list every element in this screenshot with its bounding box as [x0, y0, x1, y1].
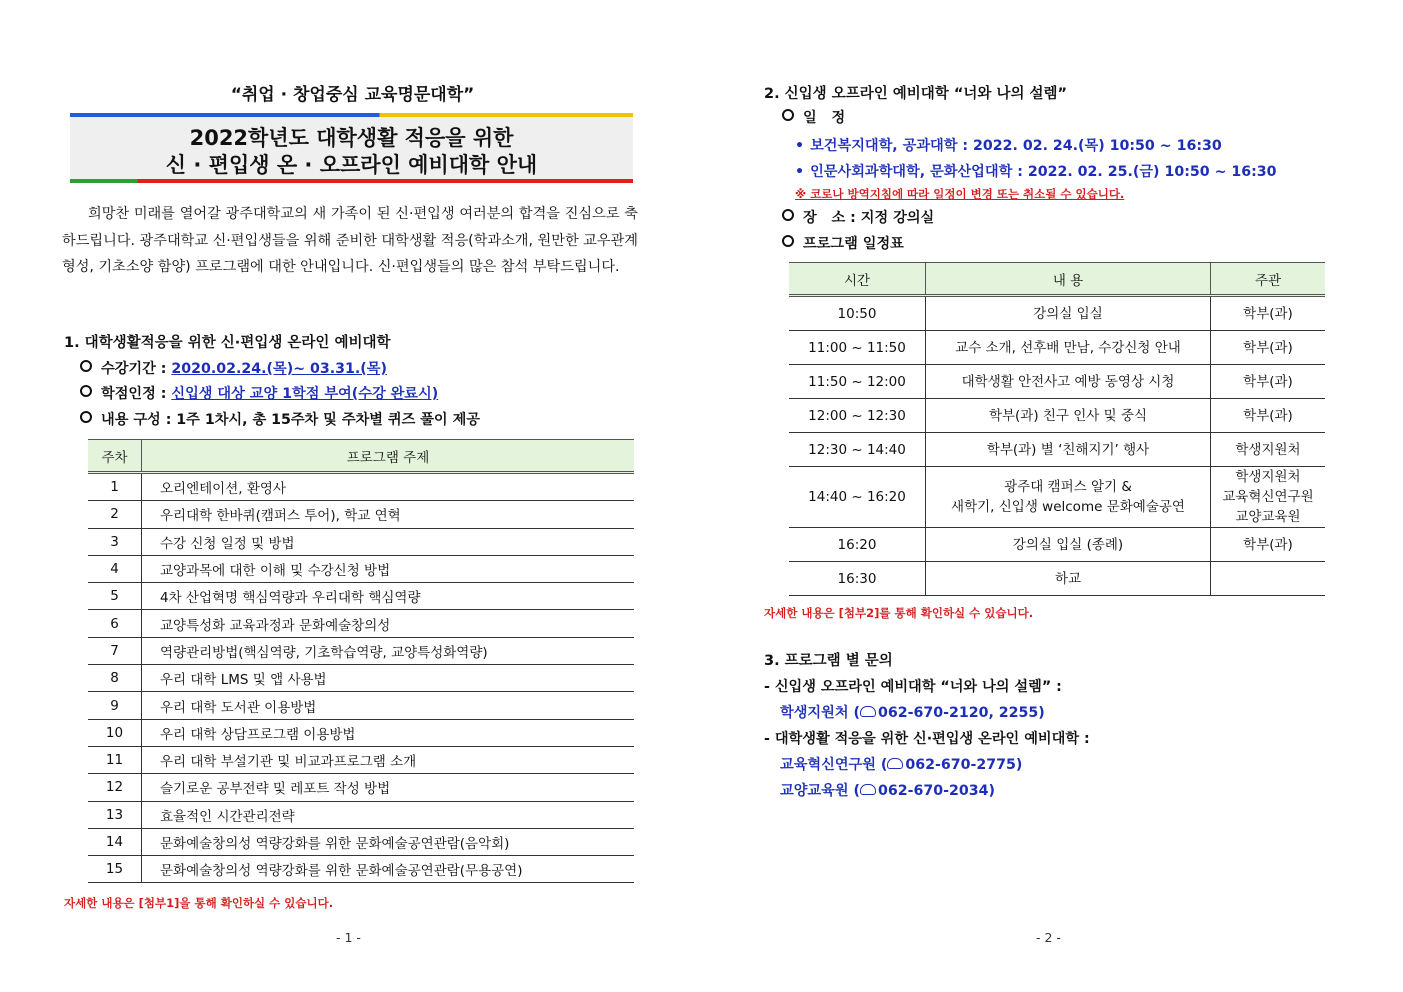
- week-topic: 교양과목에 대한 이해 및 수강신청 방법: [142, 555, 635, 582]
- schedule-content: 하교: [926, 562, 1211, 596]
- week-number: 9: [88, 692, 142, 719]
- slogan: “취업 · 창업중심 교육명문대학”: [230, 85, 475, 105]
- schedule-time: 16:20: [789, 528, 926, 562]
- schedule-time: 12:00 ~ 12:30: [789, 399, 926, 433]
- col-content-header: 내 용: [926, 263, 1211, 296]
- table-row: [789, 296, 1325, 331]
- week-number: 3: [88, 528, 142, 555]
- schedule-label: 일 정: [803, 110, 846, 126]
- schedule-host: 학생지원처 교육혁신연구원 교양교육원: [1211, 467, 1326, 528]
- schedule-item-text: 보건복지대학, 공과대학 : 2022. 02. 24.(목) 10:50 ~ 16:30: [810, 138, 1222, 154]
- ring-bullet-icon: [80, 360, 92, 372]
- phone-icon: [887, 758, 903, 769]
- table-row: [789, 365, 1325, 399]
- schedule-time: 12:30 ~ 14:40: [789, 433, 926, 467]
- section-2-title: 2. 신입생 오프라인 예비대학 “너와 나의 설렘”: [764, 86, 1068, 102]
- contact-1: [780, 702, 1045, 722]
- week-topic: 우리 대학 도서관 이용방법: [142, 692, 635, 719]
- table-row: [88, 637, 634, 664]
- table-row: [789, 562, 1325, 596]
- schedule-host: 학부(과): [1211, 296, 1326, 331]
- page-1: [0, 0, 700, 992]
- schedule-host: 학부(과): [1211, 528, 1326, 562]
- period-value: 2020.02.24.(목)~ 03.31.(목): [171, 361, 387, 377]
- week-number: 10: [88, 719, 142, 746]
- week-topic: 우리 대학 부설기관 및 비교과프로그램 소개: [142, 746, 635, 773]
- bullet-label: 내용 구성 : 1주 1차시, 총 15주차 및 주차별 퀴즈 풀이 제공: [101, 412, 480, 428]
- schedule-host: 학부(과): [1211, 365, 1326, 399]
- contact-office: 교육혁신연구원 (: [780, 757, 888, 773]
- schedule-content: 학부(과) 별 ‘친해지기’ 행사: [926, 433, 1211, 467]
- week-topic: 문화예술창의성 역량강화를 위한 문화예술공연관람(음악회): [142, 828, 635, 855]
- place-text: 장 소 : 지정 강의실: [803, 210, 935, 226]
- contact-office: 학생지원처 (: [780, 705, 860, 721]
- phone-icon: [860, 706, 876, 717]
- table-row: [88, 856, 634, 883]
- ring-bullet-icon: [782, 235, 794, 247]
- contact-2-label: - 대학생활 적응을 위한 신·편입생 온라인 예비대학 :: [764, 731, 1090, 747]
- contact-phone: 062-670-2034): [877, 783, 995, 799]
- week-number: 11: [88, 746, 142, 773]
- schedule-host: 학생지원처: [1211, 433, 1326, 467]
- week-topic: 4차 산업혁명 핵심역량과 우리대학 핵심역량: [142, 583, 635, 610]
- week-topic: 수강 신청 일정 및 방법: [142, 528, 635, 555]
- schedule-heading: [782, 107, 845, 127]
- week-topic: 우리 대학 상담프로그램 이용방법: [142, 719, 635, 746]
- table-row: [88, 774, 634, 801]
- contact-1-label: - 신입생 오프라인 예비대학 “너와 나의 설렘” :: [764, 679, 1062, 695]
- table-row: [789, 467, 1325, 528]
- week-topic: 문화예술창의성 역량강화를 위한 문화예술공연관람(무용공연): [142, 856, 635, 883]
- bullet-label: 학점인정 :: [101, 386, 172, 402]
- bullet-credit: [80, 383, 438, 403]
- schedule-time: 14:40 ~ 16:20: [789, 467, 926, 528]
- week-topic: 우리대학 한바퀴(캠퍼스 투어), 학교 연혁: [142, 501, 635, 528]
- table-row: [88, 610, 634, 637]
- title-top-bar: [70, 113, 633, 117]
- table-row: [789, 433, 1325, 467]
- week-number: 13: [88, 801, 142, 828]
- bullet-label: 수강기간 :: [101, 361, 172, 377]
- schedule-item-text: 인문사회과학대학, 문화산업대학 : 2022. 02. 25.(금) 10:50 ~ 16:30: [810, 164, 1277, 180]
- table-row: [88, 692, 634, 719]
- page-number: - 2 -: [1036, 930, 1061, 945]
- week-topic: 효율적인 시간관리전략: [142, 801, 635, 828]
- attachment-2-note: 자세한 내용은 [첨부2]를 통해 확인하실 수 있습니다.: [764, 606, 1034, 620]
- week-topic: 오리엔테이션, 환영사: [142, 473, 635, 501]
- schedule-time: 11:00 ~ 11:50: [789, 331, 926, 365]
- program-heading: [782, 233, 904, 253]
- week-number: 6: [88, 610, 142, 637]
- online-program-rows: [88, 473, 634, 883]
- table-row: [88, 501, 634, 528]
- title-bottom-bar: [70, 179, 633, 183]
- schedule-content: 강의실 입실 (종례): [926, 528, 1211, 562]
- contact-phone: 062-670-2120, 2255): [877, 705, 1045, 721]
- week-number: 4: [88, 555, 142, 582]
- contact-3: [780, 780, 995, 800]
- week-number: 12: [88, 774, 142, 801]
- intro-paragraph: 희망찬 미래를 열어갈 광주대학교의 새 가족이 된 신·편입생 여러분의 합격을 진심으로 축하드립니다. 광주대학교 신·편입생들을 위해 준비한 대학생활 적응(학과소개, 원만한 교우관계 형성, 기초소양 함양) 프로그램에 대한 안내입니다. 신·편입생들의 많은 참석 부탁드립니다.: [62, 206, 638, 275]
- table-row: [88, 473, 634, 501]
- col-host-header: 주관: [1211, 263, 1326, 296]
- schedule-content: 학부(과) 친구 인사 및 중식: [926, 399, 1211, 433]
- phone-icon: [860, 784, 876, 795]
- ring-bullet-icon: [782, 209, 794, 221]
- program-label: 프로그램 일정표: [803, 236, 904, 252]
- week-topic: 역량관리방법(핵심역량, 기초학습역량, 교양특성화역량): [142, 637, 635, 664]
- bullet-content: [80, 409, 480, 429]
- online-program-table: [88, 439, 634, 883]
- bullet-period: [80, 358, 387, 378]
- contact-phone: 062-670-2775): [905, 757, 1023, 773]
- table-row: [789, 331, 1325, 365]
- page-number: - 1 -: [336, 930, 361, 945]
- week-topic: 교양특성화 교육과정과 문화예술창의성: [142, 610, 635, 637]
- table-row: [88, 801, 634, 828]
- week-number: 5: [88, 583, 142, 610]
- col-week-header: 주차: [88, 440, 142, 473]
- table-row: [88, 828, 634, 855]
- offline-schedule-table: [789, 262, 1325, 596]
- week-number: 2: [88, 501, 142, 528]
- week-number: 8: [88, 665, 142, 692]
- schedule-item-1: [795, 135, 1222, 155]
- schedule-host: 학부(과): [1211, 399, 1326, 433]
- week-number: 7: [88, 637, 142, 664]
- table-row: [88, 665, 634, 692]
- title-box: [70, 113, 633, 183]
- col-time-header: 시간: [789, 263, 926, 296]
- section-1-title: 1. 대학생활적응을 위한 신·편입생 온라인 예비대학: [64, 335, 391, 351]
- schedule-content: 교수 소개, 선후배 만남, 수강신청 안내: [926, 331, 1211, 365]
- section-3-title: 3. 프로그램 별 문의: [764, 653, 893, 669]
- credit-value: 신입생 대상 교양 1학점 부여(수강 완료시): [171, 386, 439, 402]
- contact-office: 교양교육원 (: [780, 783, 860, 799]
- week-number: 15: [88, 856, 142, 883]
- schedule-host: 학부(과): [1211, 331, 1326, 365]
- dot-bullet-icon: •: [795, 164, 805, 180]
- covid-note: ※ 코로나 방역지침에 따라 일정이 변경 또는 취소될 수 있습니다.: [795, 187, 1125, 201]
- week-number: 1: [88, 473, 142, 501]
- contact-2: [780, 754, 1022, 774]
- table-row: [88, 746, 634, 773]
- dot-bullet-icon: •: [795, 138, 805, 154]
- table-row: [789, 528, 1325, 562]
- place-heading: [782, 207, 934, 227]
- ring-bullet-icon: [80, 385, 92, 397]
- ring-bullet-icon: [80, 411, 92, 423]
- schedule-time: 11:50 ~ 12:00: [789, 365, 926, 399]
- schedule-time: 10:50: [789, 296, 926, 331]
- schedule-host: [1211, 562, 1326, 596]
- offline-schedule-rows: [789, 296, 1325, 596]
- attachment-1-note: 자세한 내용은 [첨부1]을 통해 확인하실 수 있습니다.: [64, 896, 334, 910]
- title-line-1: 2022학년도 대학생활 적응을 위한: [189, 126, 514, 150]
- schedule-content: 강의실 입실: [926, 296, 1211, 331]
- table-row: [88, 528, 634, 555]
- schedule-content: 광주대 캠퍼스 알기 & 새학기, 신입생 welcome 문화예술공연: [926, 467, 1211, 528]
- title-line-2: 신 · 편입생 온 · 오프라인 예비대학 안내: [165, 153, 538, 177]
- schedule-time: 16:30: [789, 562, 926, 596]
- week-topic: 슬기로운 공부전략 및 레포트 작성 방법: [142, 774, 635, 801]
- table-row: [88, 583, 634, 610]
- week-topic: 우리 대학 LMS 및 앱 사용법: [142, 665, 635, 692]
- schedule-content: 대학생활 안전사고 예방 동영상 시청: [926, 365, 1211, 399]
- table-row: [789, 399, 1325, 433]
- ring-bullet-icon: [782, 109, 794, 121]
- table-row: [88, 555, 634, 582]
- col-topic-header: 프로그램 주제: [142, 440, 635, 473]
- page-2: [700, 0, 1403, 992]
- schedule-item-2: [795, 161, 1277, 181]
- table-row: [88, 719, 634, 746]
- week-number: 14: [88, 828, 142, 855]
